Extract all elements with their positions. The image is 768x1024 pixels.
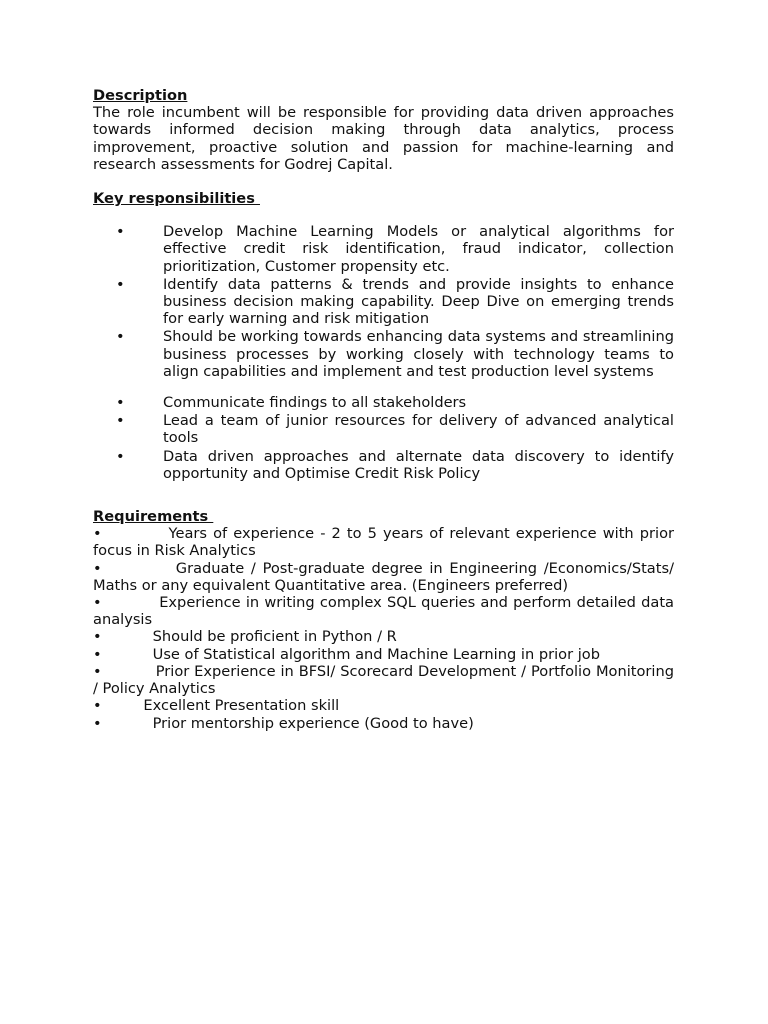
list-item-text: Identify data patterns & trends and provide insights to enhance business decision making capability. Deep Dive on emerging trends for early warning and risk mitigation <box>163 275 674 328</box>
bullet-icon: • <box>93 714 102 732</box>
requirement-item <box>93 594 674 628</box>
bullet-icon: • <box>116 412 125 430</box>
list-item <box>93 276 674 328</box>
list-item-text: Should be working towards enhancing data systems and streamlining business processes by working closely with technology teams to align capabilities and implement and test production level systems <box>163 328 674 380</box>
list-item-text: Develop Machine Learning Models or analytical algorithms for effective credit risk identification, fraud indicator, collection prioritization, Customer propensity etc. <box>163 223 674 275</box>
list-item <box>93 328 674 380</box>
bullet-icon: • <box>93 662 102 680</box>
requirement-text: Excellent Presentation skill <box>143 697 340 715</box>
requirement-text: Experience in writing complex SQL queries and perform detailed data analysis <box>93 594 674 629</box>
list-item-text: Communicate findings to all stakeholders <box>163 394 467 412</box>
bullet-icon: • <box>93 628 102 646</box>
requirement-item <box>93 628 674 645</box>
requirements-heading: Requirements <box>93 508 214 526</box>
bullet-icon: • <box>116 447 125 465</box>
bullet-icon: • <box>93 594 102 612</box>
bullet-icon: • <box>116 328 125 346</box>
list-item <box>93 223 674 275</box>
job-description <box>93 87 674 732</box>
requirement-item <box>93 560 674 594</box>
list-item <box>93 412 674 446</box>
requirement-item <box>93 697 674 714</box>
bullet-icon: • <box>93 645 102 663</box>
list-item-text: Data driven approaches and alternate data discovery to identify opportunity and Optimise Credit Risk Policy <box>163 447 674 482</box>
list-item <box>93 448 674 482</box>
requirement-text: Prior mentorship experience (Good to have) <box>152 714 474 732</box>
requirement-item <box>93 525 674 559</box>
bullet-icon: • <box>93 525 102 543</box>
list-item <box>93 394 674 411</box>
requirement-text: Graduate / Post-graduate degree in Engineering /Economics/Stats/ Maths or any equivalent Quantitative area. (Engineers preferred) <box>93 559 674 594</box>
requirement-item <box>93 663 674 697</box>
description-heading: Description <box>93 87 188 104</box>
bullet-icon: • <box>116 223 125 241</box>
requirement-text: Use of Statistical algorithm and Machine Learning in prior job <box>152 645 600 663</box>
responsibilities-heading: Key responsibilities <box>93 190 260 208</box>
bullet-icon: • <box>116 394 125 412</box>
list-item-text: Lead a team of junior resources for delivery of advanced analytical tools <box>163 412 674 447</box>
description-text: The role incumbent will be responsible for providing data driven approaches towards informed decision making through data analytics, process improvement, proactive solution and passion for machine-learning and research assessments for Godrej Capital. <box>93 104 674 173</box>
bullet-icon: • <box>116 275 125 293</box>
requirement-item <box>93 646 674 663</box>
bullet-icon: • <box>93 559 102 577</box>
responsibilities-list <box>93 223 674 482</box>
requirement-text: Should be proficient in Python / R <box>152 628 397 646</box>
requirement-text: Prior Experience in BFSI/ Scorecard Development / Portfolio Monitoring / Policy Analytics <box>93 662 675 698</box>
requirement-text: Years of experience - 2 to 5 years of relevant experience with prior focus in Risk Analytics <box>93 525 675 560</box>
requirement-item <box>93 715 674 732</box>
bullet-icon: • <box>93 697 102 715</box>
